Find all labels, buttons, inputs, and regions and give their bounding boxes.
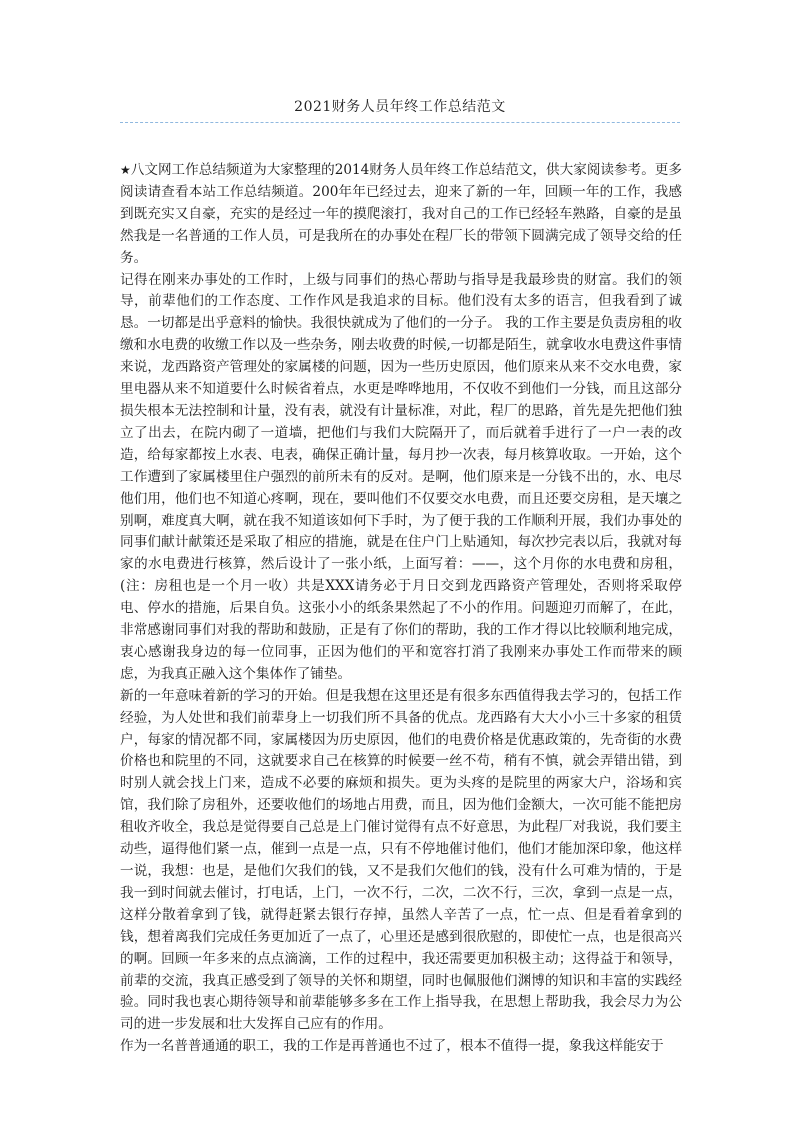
document-body: [120, 160, 682, 1058]
paragraph-3: 新的一年意味着新的学习的开始。但是我想在这里还是有很多东西值得我去学习的，包括工作经验，为人处世和我们前辈身上一切我们所不具备的优点。龙西路有大大小小三十多家的租赁户，每家的情况都不同，家属楼因为历史原因，他们的电费价格是优惠政策的，先奇街的水费价格也和院里的不同，这就要求自己在核算的时候要一丝不苟，稍有不慎，就会弄错出错，到时别人就会找上门来，造成不必要的麻烦和损失。更为头疼的是院里的两家大户，浴场和宾馆，我们除了房租外，还要收他们的场地占用费，而且，因为他们金额大，一次可能不能把房租收齐收全，我总是觉得要自己总是上门催讨觉得有点不好意思，为此程厂对我说，我们要主动些，逼得他们紧一点，催到一点是一点，只有不停地催讨他们，他们才能加深印象，他这样一说，我想：也是，是他们欠我们的钱，又不是我们欠他们的钱，没有什么可难为情的，于是我一到时间就去催讨，打电话，上门，一次不行，二次，二次不行，三次，拿到一点是一点，这样分散着拿到了钱，就得赶紧去银行存掉，虽然人辛苦了一点，忙一点、但是看着拿到的钱，想着离我们完成任务更加近了一点了，心里还是感到很欣慰的，即使忙一点，也是很高兴的啊。回顾一年多来的点点滴滴，工作的过程中，我还需要更加积极主动；这得益于和领导，前辈的交流，我真正感受到了领导的关怀和期望，同时也佩服他们渊博的知识和丰富的实践经验。同时我也衷心期待领导和前辈能够多多在工作上指导我，在思想上帮助我，我会尽力为公司的进一步发展和壮大发挥自己应有的作用。: [120, 687, 682, 1033]
document-title: 2021财务人员年终工作总结范文: [294, 99, 506, 115]
star-icon: ★: [120, 163, 131, 177]
paragraph-intro: [120, 160, 682, 270]
title-divider: [120, 122, 680, 123]
paragraph-4: 作为一名普普通通的职工，我的工作是再普通也不过了，根本不值得一提，象我这样能安于: [120, 1038, 664, 1055]
paragraph-2: 记得在刚来办事处的工作时，上级与同事们的热心帮助与指导是我最珍贵的财富。我们的领导，前辈他们的工作态度、工作作风是我追求的目标。他们没有太多的语言，但我看到了诚恳。一切都是出乎意料的愉快。我很快就成为了他们的一分子。 我的工作主要是负责房租的收缴和水电费的收缴工作以及一些杂务，刚去收费的时候,一切都是陌生，就拿收水电费这件事情来说，龙西路资产管理处的家属楼的问题，因为一些历史原因，他们原来从来不交水电费，家里电器从来不知道要什么时候省着点，水更是哗哗地用，不仅收不到他们一分钱，而且这部分损失根本无法控制和计量，没有表，就没有计量标准，对此，程厂的思路，首先是先把他们独立了出去，在院内砌了一道墙，把他们与我们大院隔开了，而后就着手进行了一户一表的改造，给每家都按上水表、电表，确保正确计量，每月抄一次表，每月核算收取。一开始，这个工作遭到了家属楼里住户强烈的前所未有的反对。是啊，他们原来是一分钱不出的，水、电尽他们用，他们也不知道心疼啊，现在，要叫他们不仅要交水电费，而且还要交房租，是天壤之别啊，难度真大啊，就在我不知道该如何下手时，为了便于我的工作顺利开展，我们办事处的同事们献计献策还是采取了相应的措施，就是在住户门上贴通知，每次抄完表以后，我就对每家的水电费进行核算，然后设计了一张小纸，上面写着：——，这个月你的水电费和房租，(注：房租也是一个月一收）共是XXX请务必于月日交到龙西路资产管理处，否则将采取停电、停水的措施，后果自负。这张小小的纸条果然起了不小的作用。问题迎刃而解了，在此，非常感谢同事们对我的帮助和鼓励，正是有了你们的帮助，我的工作才得以比较顺利地完成，衷心感谢我身边的每一位同事，正因为他们的平和宽容打消了我刚来办事处工作而带来的顾虑，为我真正融入这个集体作了铺垫。: [120, 271, 682, 682]
paragraph-intro-text: 八文网工作总结频道为大家整理的2014财务人员年终工作总结范文，供大家阅读参考。更多阅读请查看本站工作总结频道。200年年已经过去，迎来了新的一年，回顾一年的工作，我感到既充实又自豪，充实的是经过一年的摸爬滚打，我对自己的工作已经轻车熟路，自豪的是虽然我是一名普通的工作人员，可是我所在的办事处在程厂长的带领下圆满完成了领导交给的任务。: [120, 162, 682, 266]
